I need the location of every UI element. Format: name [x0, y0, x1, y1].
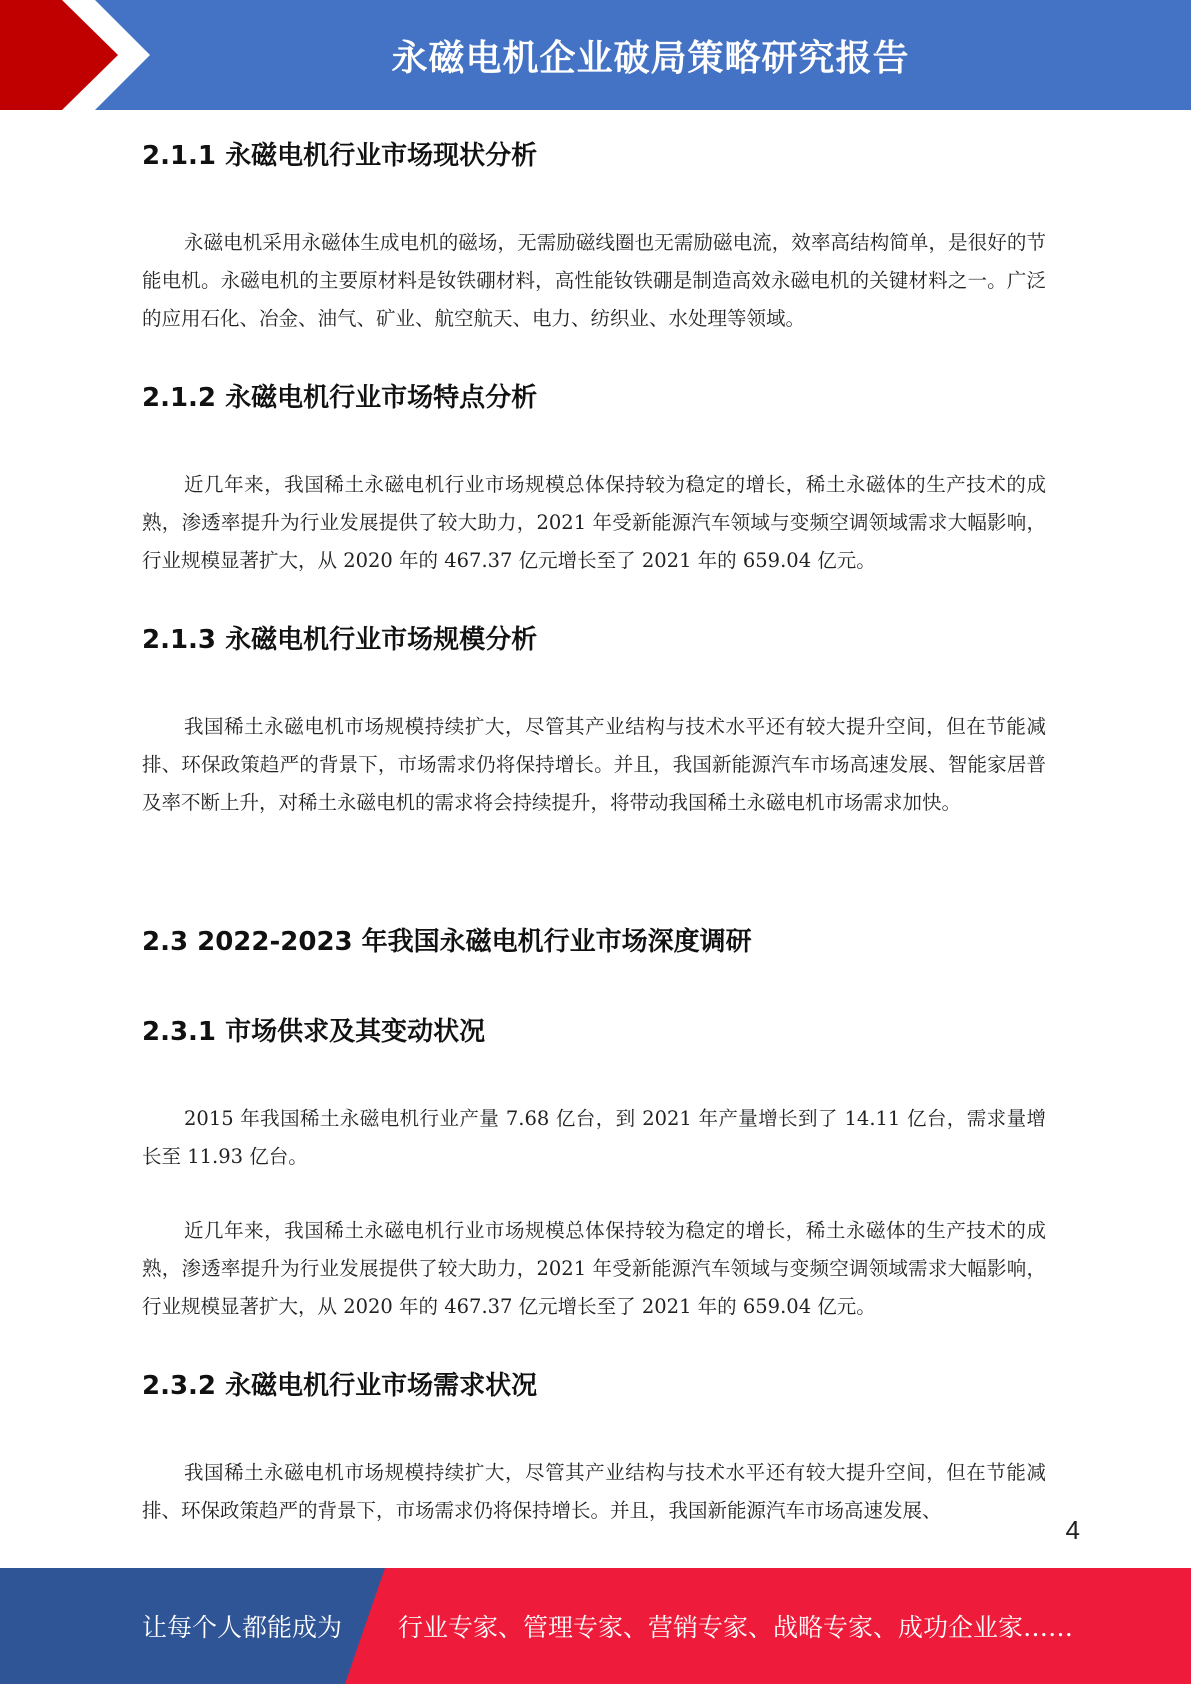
footer-slogan-left: 让每个人都能成为 [142, 1613, 343, 1642]
section-paragraph: 我国稀土永磁电机市场规模持续扩大，尽管其产业结构与技术水平还有较大提升空间，但在节能减排、环保政策趋严的背景下，市场需求仍将保持增长。并且，我国新能源汽车市场高速发展、智能家居普及率不断上升，对稀土永磁电机的需求将会持续提升，将带动我国稀土永磁电机市场需求加快。 [142, 715, 1046, 814]
report-title: 永磁电机企业破局策略研究报告 [391, 37, 910, 79]
section-paragraph: 我国稀土永磁电机市场规模持续扩大，尽管其产业结构与技术水平还有较大提升空间，但在节能减排、环保政策趋严的背景下，市场需求仍将保持增长。并且，我国新能源汽车市场高速发展、 [142, 1461, 1046, 1522]
section-heading: 2.1.2 永磁电机行业市场特点分析 [142, 383, 538, 413]
section-paragraph: 近几年来，我国稀土永磁电机行业市场规模总体保持较为稳定的增长，稀土永磁体的生产技术的成熟，渗透率提升为行业发展提供了较大助力，2021 年受新能源汽车领域与变频空调领域需求大幅影响，行业规模显著扩大，从 2020 年的 467.37 亿元增长至了 2021 年的 659.04 亿元。 [142, 473, 1046, 572]
section-heading: 2.3 2022-2023 年我国永磁电机行业市场深度调研 [142, 927, 752, 957]
header-arrow-shape [0, 0, 150, 110]
section-heading: 2.3.2 永磁电机行业市场需求状况 [142, 1371, 538, 1401]
section-paragraph: 2015 年我国稀土永磁电机行业产量 7.68 亿台，到 2021 年产量增长到了 14.11 亿台，需求量增长至 11.93 亿台。 [142, 1107, 1046, 1168]
page-footer [0, 1568, 1191, 1684]
section-heading: 2.1.1 永磁电机行业市场现状分析 [142, 141, 538, 171]
section-paragraph: 永磁电机采用永磁体生成电机的磁场，无需励磁线圈也无需励磁电流，效率高结构简单，是很好的节能电机。永磁电机的主要原材料是钕铁硼材料，高性能钕铁硼是制造高效永磁电机的关键材料之一。广泛的应用石化、冶金、油气、矿业、航空航天、电力、纺织业、水处理等领域。 [142, 231, 1046, 330]
page-header [0, 0, 1191, 110]
section-heading: 2.1.3 永磁电机行业市场规模分析 [142, 625, 538, 655]
section-heading: 2.3.1 市场供求及其变动状况 [142, 1017, 486, 1047]
section-paragraph: 近几年来，我国稀土永磁电机行业市场规模总体保持较为稳定的增长，稀土永磁体的生产技术的成熟，渗透率提升为行业发展提供了较大助力，2021 年受新能源汽车领域与变频空调领域需求大幅影响，行业规模显著扩大，从 2020 年的 467.37 亿元增长至了 2021 年的 659.04 亿元。 [142, 1219, 1046, 1318]
footer-slogan-right: 行业专家、管理专家、营销专家、战略专家、成功企业家…… [398, 1613, 1074, 1642]
document-body [142, 120, 1046, 1530]
page-number: 4 [1065, 1515, 1080, 1545]
